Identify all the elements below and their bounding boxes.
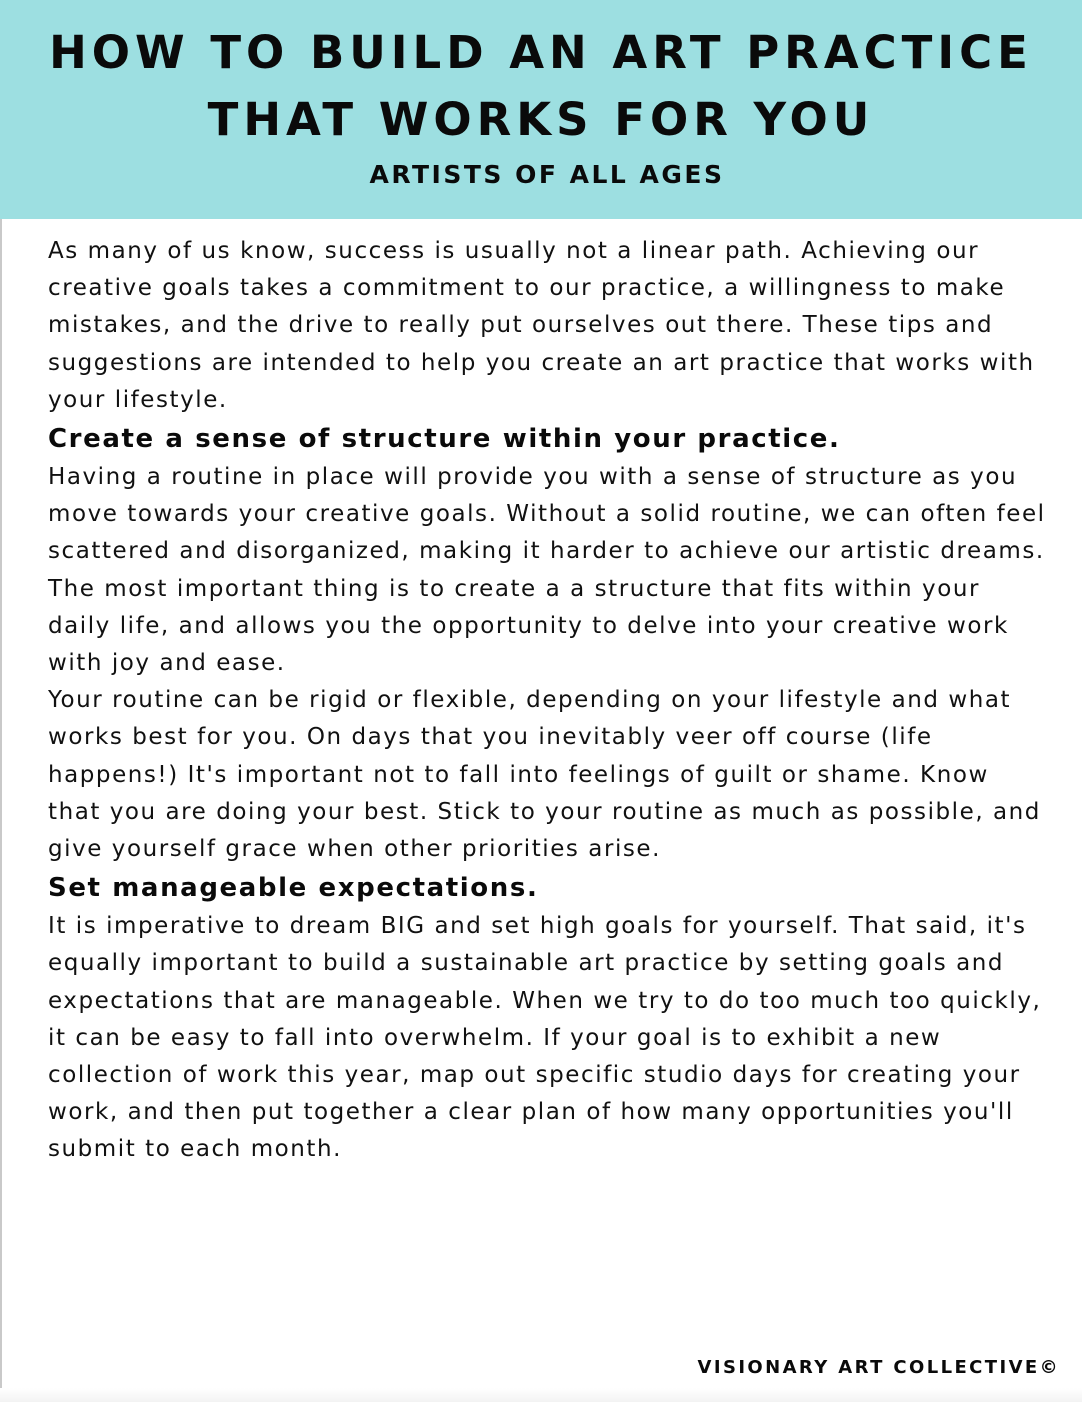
structure-paragraph-2: Your routine can be rigid or flexible, depending on your lifestyle and what works best for you. On days that you inevitably veer off course (life happens!) It's important not to fall into feelings of guilt or shame. Know that you are doing your best. Stick to your routine as much as possible, and give yourself grace when other priorities arise.: [48, 687, 1041, 863]
section-heading-structure: Create a sense of structure within your practice.: [48, 424, 841, 455]
footer-credit: VISIONARY ART COLLECTIVE©: [697, 1357, 1060, 1378]
bottom-shade: [0, 1388, 1082, 1402]
title-line-2: THAT WORKS FOR YOU: [207, 93, 875, 146]
section-heading-expectations: Set manageable expectations.: [48, 873, 539, 904]
subtitle: ARTISTS OF ALL AGES: [369, 160, 725, 189]
title-line-1: HOW TO BUILD AN ART PRACTICE: [49, 26, 1033, 79]
intro-paragraph: As many of us know, success is usually not a linear path. Achieving our creative goals takes a commitment to our practice, a willingness to make mistakes, and the drive to really put ourselves out there. These tips and suggestions are intended to help you create an art practice that works with your lifestyle.: [48, 238, 1035, 413]
expectations-paragraph-1: It is imperative to dream BIG and set high goals for yourself. That said, it's equally important to build a sustainable art practice by setting goals and expectations that are manageable. When we try to do too much too quickly, it can be easy to fall into overwhelm. If your goal is to exhibit a new collection of work this year, map out specific studio days for creating your work, and then put together a clear plan of how many opportunities you'll submit to each month.: [48, 913, 1042, 1163]
document-header: [0, 0, 1082, 219]
structure-paragraph-1: Having a routine in place will provide you with a sense of structure as you move towards your creative goals. Without a solid routine, we can often feel scattered and disorganized, making it harder to achieve our artistic dreams. The most important thing is to create a a structure that fits within your daily life, and allows you the opportunity to delve into your creative work with joy and ease.: [48, 464, 1046, 677]
document-body: [48, 233, 1048, 1169]
